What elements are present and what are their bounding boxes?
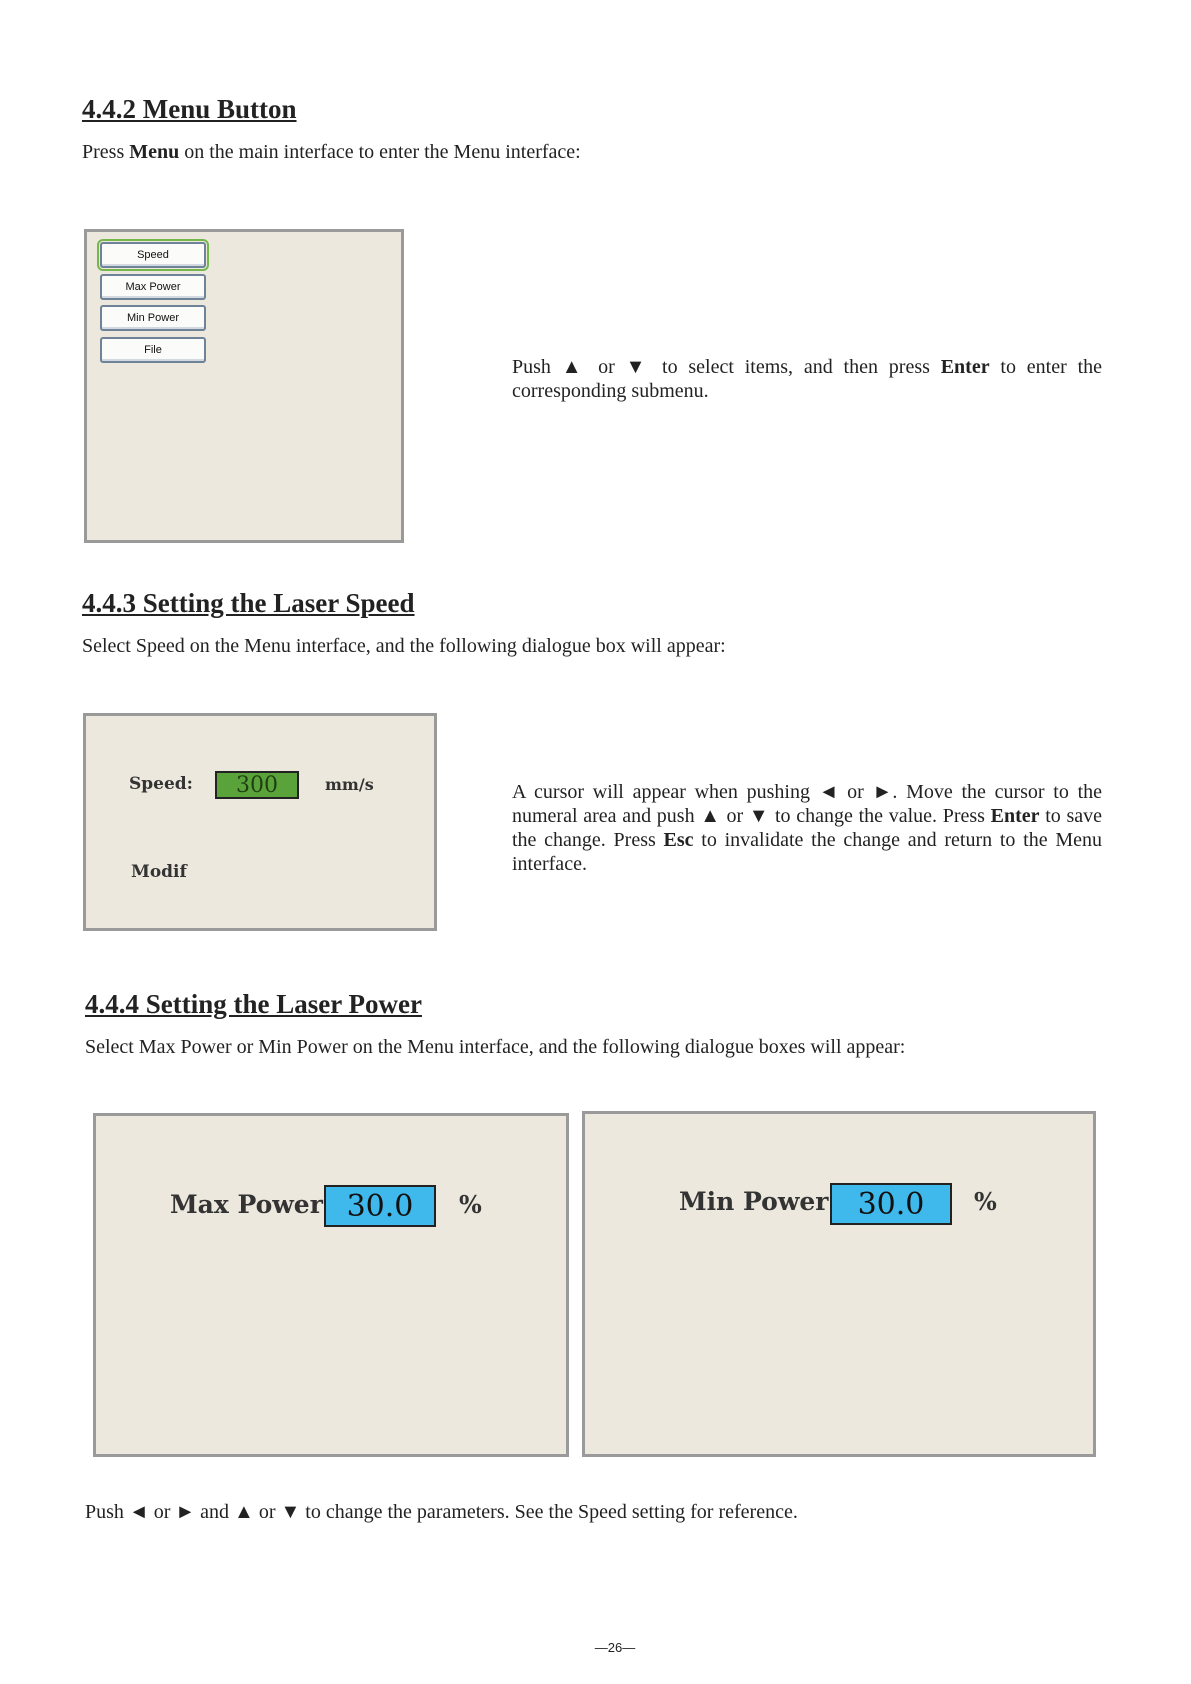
speed-intro-text: Select Speed on the Menu interface, and the following dialogue box will appear: bbox=[82, 635, 726, 657]
speed-desc-esc: Esc bbox=[663, 829, 694, 851]
speed-desc-p3: to invalidate the change and return to the Menu interface. bbox=[512, 829, 1102, 875]
max-power-value-field[interactable]: 30.0 bbox=[324, 1185, 436, 1227]
menu-intro-post: on the main interface to enter the Menu interface: bbox=[179, 141, 581, 163]
menu-intro-text bbox=[82, 140, 581, 164]
power-intro-text: Select Max Power or Min Power on the Menu interface, and the following dialogue boxes will appear: bbox=[85, 1036, 906, 1058]
menu-list bbox=[100, 242, 210, 362]
menu-desc-post: to enter the corresponding submenu. bbox=[512, 356, 1103, 402]
menu-desc-bold: Enter bbox=[940, 356, 990, 378]
menu-desc-pre: Push ▲ or ▼ to select items, and then press bbox=[512, 356, 941, 378]
min-power-label: Min Power bbox=[679, 1187, 829, 1216]
menu-intro-bold: Menu bbox=[129, 141, 180, 163]
speed-dialog-panel bbox=[83, 713, 437, 931]
menu-description bbox=[512, 355, 1102, 403]
speed-value-field[interactable]: 300 bbox=[215, 771, 299, 799]
min-power-dialog-panel bbox=[582, 1111, 1096, 1457]
power-outro-text: Push ◄ or ► and ▲ or ▼ to change the parameters. See the Speed setting for reference. bbox=[85, 1501, 798, 1523]
min-power-value-field[interactable]: 30.0 bbox=[830, 1183, 952, 1225]
heading-menu-button: 4.4.2 Menu Button bbox=[82, 94, 297, 124]
heading-laser-speed: 4.4.3 Setting the Laser Speed bbox=[82, 588, 415, 618]
menu-item-max-power[interactable]: Max Power bbox=[100, 274, 206, 300]
speed-description bbox=[512, 780, 1102, 876]
speed-desc-enter: Enter bbox=[990, 805, 1040, 827]
menu-item-min-power[interactable]: Min Power bbox=[100, 305, 206, 331]
speed-desc-p2: to save the change. Press bbox=[512, 805, 1102, 851]
speed-label: Speed: bbox=[129, 774, 193, 794]
menu-interface-panel bbox=[84, 229, 404, 543]
speed-mode-label: Modif bbox=[131, 862, 187, 882]
menu-intro-pre: Press bbox=[82, 141, 130, 163]
speed-desc-p1: A cursor will appear when pushing ◄ or ►. Move the cursor to the numeral area and push ▲ or ▼ to change the value. Press bbox=[512, 781, 1102, 827]
max-power-label: Max Power bbox=[170, 1190, 323, 1219]
max-power-dialog-panel bbox=[93, 1113, 569, 1457]
page-number: —26— bbox=[594, 1640, 636, 1655]
speed-unit: mm/s bbox=[325, 775, 374, 794]
heading-laser-power: 4.4.4 Setting the Laser Power bbox=[85, 989, 422, 1019]
menu-item-speed[interactable]: Speed bbox=[100, 242, 206, 268]
min-power-unit: % bbox=[974, 1187, 997, 1216]
max-power-unit: % bbox=[459, 1190, 482, 1219]
menu-item-file[interactable]: File bbox=[100, 337, 206, 363]
